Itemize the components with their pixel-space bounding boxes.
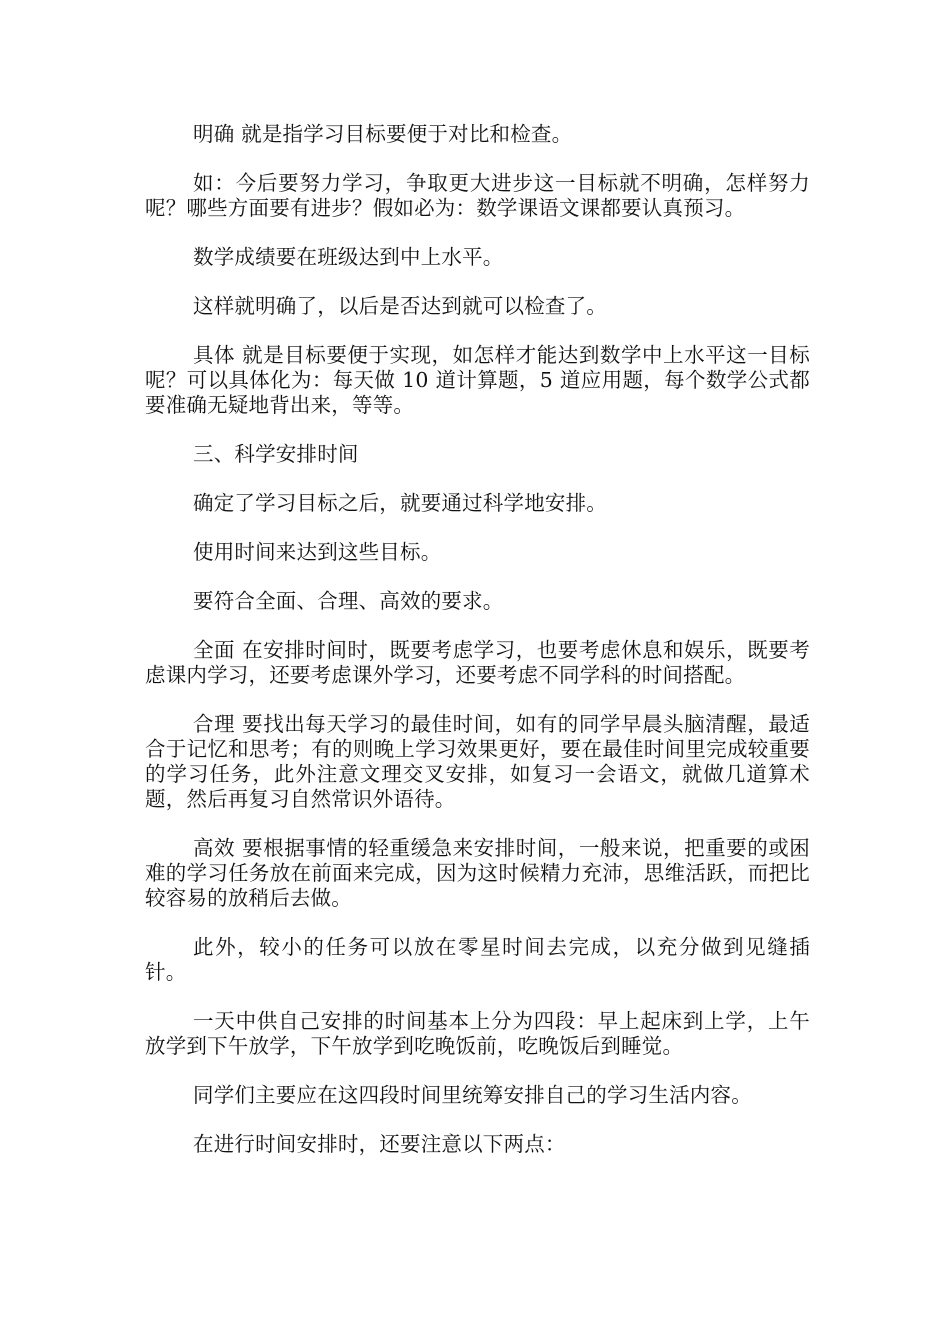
paragraph: 具体 就是目标要便于实现，如怎样才能达到数学中上水平这一目标呢？可以具体化为：每天做 10 道计算题，5 道应用题，每个数学公式都要准确无疑地背出来，等等。 — [145, 343, 810, 417]
paragraph: 高效 要根据事情的轻重缓急来安排时间，一般来说，把重要的或困难的学习任务放在前面来完成，因为这时候精力充沛，思维活跃，而把比较容易的放稍后去做。 — [145, 836, 810, 910]
section-heading: 三、科学安排时间 — [193, 442, 359, 466]
paragraph: 全面 在安排时间时，既要考虑学习，也要考虑休息和娱乐，既要考虑课内学习，还要考虑课外学习，还要考虑不同学科的时间搭配。 — [145, 638, 810, 687]
paragraph: 一天中供自己安排的时间基本上分为四段：早上起床到上学，上午放学到下午放学，下午放学到吃晚饭前，吃晚饭后到睡觉。 — [145, 1009, 810, 1058]
paragraph: 确定了学习目标之后，就要通过科学地安排。 — [193, 491, 607, 515]
paragraph: 这样就明确了，以后是否达到就可以检查了。 — [193, 294, 607, 318]
paragraph: 如：今后要努力学习，争取更大进步这一目标就不明确，怎样努力呢？哪些方面要有进步？假如必为：数学课语文课都要认真预习。 — [145, 171, 810, 220]
paragraph: 要符合全面、合理、高效的要求。 — [193, 589, 504, 613]
document-body — [145, 122, 810, 1181]
paragraph: 使用时间来达到这些目标。 — [193, 540, 442, 564]
paragraph: 在进行时间安排时，还要注意以下两点： — [193, 1132, 566, 1156]
paragraph: 合理 要找出每天学习的最佳时间，如有的同学早晨头脑清醒，最适合于记忆和思考；有的则晚上学习效果更好，要在最佳时间里完成较重要的学习任务，此外注意文理交叉安排，如复习一会语文，就做几道算术题，然后再复习自然常识外语待。 — [145, 712, 810, 811]
paragraph: 此外，较小的任务可以放在零星时间去完成，以充分做到见缝插针。 — [145, 935, 810, 984]
paragraph: 同学们主要应在这四段时间里统筹安排自己的学习生活内容。 — [193, 1083, 752, 1107]
paragraph: 明确 就是指学习目标要便于对比和检查。 — [193, 122, 573, 146]
paragraph: 数学成绩要在班级达到中上水平。 — [193, 245, 504, 269]
